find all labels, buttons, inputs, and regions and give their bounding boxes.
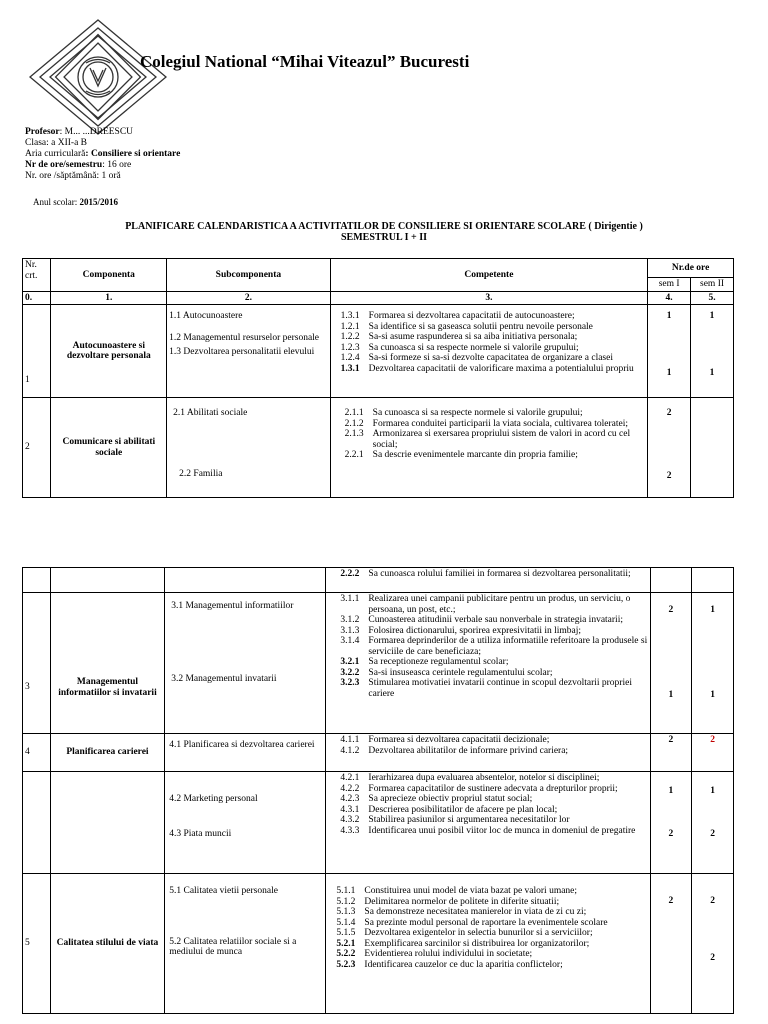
competenta [340, 805, 647, 816]
row-subcomponenta [165, 568, 326, 593]
hours-value: 1 [668, 689, 674, 700]
competenta [340, 657, 647, 668]
comp-text: Exemplificarea sarcinilor si distribuirea lor organizatorilor; [364, 938, 590, 949]
row-subcomponenta [165, 874, 326, 1014]
hours-value: 2 [668, 828, 674, 839]
sub-item: 1.3 Dezvoltarea personalitatii elevului [169, 347, 315, 357]
comp-text: Descrierea posibilitatilor de afacere pe plan local; [368, 804, 558, 815]
hours-value: 1 [666, 367, 672, 378]
comp-text: Sa descrie evenimentele marcante din propria familie; [372, 450, 578, 460]
plan-table-1 [22, 258, 734, 498]
competenta [345, 419, 646, 430]
hours-value: 2 [710, 896, 715, 906]
sem1-hours [648, 398, 691, 498]
comp-text: Sa demonstreze necesitatea manierelor in viata de zi cu zi; [364, 907, 587, 917]
school-logo-icon [28, 18, 168, 136]
comp-text: Formarea deprinderilor de a utiliza informatiile referitoare la produsele si serviciile de care beneficiaza; [368, 636, 648, 657]
comp-text: Sa receptioneze regulamentul scolar; [368, 657, 509, 667]
competenta [336, 939, 647, 950]
row-subcomponenta [165, 593, 326, 734]
hours-value: 1 [710, 689, 715, 700]
competenta [340, 826, 647, 837]
competenta [345, 429, 646, 450]
comp-code: 2.2.2 [340, 569, 360, 579]
comp-text: Identificarea cauzelor ce duc la aparitia conflictelor; [364, 959, 563, 970]
row-competente [326, 772, 650, 874]
sub-item: 4.1 Planificarea si dezvoltarea carierei [169, 740, 315, 750]
competenta [341, 343, 646, 354]
sem2-hours [691, 398, 734, 498]
class-value: : a XII-a B [46, 138, 87, 148]
hours-sem-value: : 16 ore [102, 160, 132, 170]
comp-code: 2.1.2 [344, 418, 364, 429]
hours-value: 1 [709, 367, 715, 378]
row-componenta: Comunicare si abilitati sociale [51, 398, 167, 498]
competenta [340, 773, 647, 784]
sub-item: 2.1 Abilitati sociale [173, 408, 248, 418]
comp-code: 1.2.3 [340, 342, 360, 353]
comp-code: 3.1.4 [340, 636, 360, 646]
row-competente [326, 874, 650, 1014]
comp-text: Sa-si asume raspunderea si sa aiba initiativa personala; [368, 332, 578, 342]
competenta [340, 636, 647, 657]
row-competente [330, 305, 648, 398]
comp-code: 4.2.3 [340, 794, 360, 804]
comp-text: Stabilirea pasiunilor si argumentarea necesitatilor lor [368, 815, 570, 825]
sem2-hours [692, 568, 734, 593]
header-meta [25, 127, 180, 182]
professor-label: Profesor [25, 127, 60, 137]
competenta [341, 322, 646, 333]
comp-code: 4.3.3 [340, 825, 360, 836]
comp-code: 3.2.3 [340, 678, 360, 688]
table-row [23, 734, 734, 772]
comp-code: 1.3.1 [340, 363, 360, 374]
comp-code: 4.2.1 [340, 773, 360, 783]
row-componenta: Autocunoastere si dezvoltare personala [51, 305, 167, 398]
sub-item: 1.1 Autocunoastere [169, 311, 243, 321]
comp-text: Dezvoltarea exigentelor in selectia bunurilor si a serviciilor; [364, 928, 593, 938]
row-nr [23, 568, 51, 593]
competenta [340, 678, 647, 699]
comp-code: 1.3.1 [340, 311, 360, 321]
hours-value: 1 [709, 311, 715, 321]
competenta [340, 615, 647, 626]
comp-text: Armonizarea si exersarea propriului sistem de valori in acord cu cel social; [372, 429, 631, 450]
competenta [341, 311, 646, 322]
comp-text: Cunoasterea atitudinii verbale sau nonverbale in strategia invatarii; [368, 615, 623, 625]
row-competente [326, 568, 650, 593]
comp-code: 1.2.4 [340, 353, 360, 363]
hours-value: 2 [666, 408, 672, 418]
sem2-hours [692, 772, 734, 874]
row-nr [23, 772, 51, 874]
comp-text: Formarea capacitatilor de sustinere adecvata a drepturilor proprii; [368, 783, 618, 794]
competenta [336, 918, 647, 929]
sub-item: 2.2 Familia [179, 468, 223, 479]
comp-text: Dezvoltarea capacitatii de valorificare maxima a potentialului propriu [368, 363, 634, 374]
comp-code: 5.1.4 [336, 917, 356, 928]
col-num-3: 3. [330, 291, 648, 305]
row-componenta [50, 568, 165, 593]
class-label: Clasa [25, 138, 47, 148]
sem1-hours: 2 [650, 734, 692, 772]
th-sem2: sem II [691, 278, 734, 292]
comp-text: Identificarea unui posibil viitor loc de munca in domeniul de pregatire [368, 825, 636, 836]
row-nr: 5 [23, 874, 51, 1014]
row-nr: 3 [23, 593, 51, 734]
competenta [341, 353, 646, 364]
hours-week-label: Nr. ore /săptămână [25, 171, 97, 181]
sem2-hours [692, 593, 734, 734]
competenta [336, 886, 647, 897]
col-num-4: 4. [648, 291, 691, 305]
row-nr: 4 [23, 734, 51, 772]
competenta [336, 907, 647, 918]
school-year [33, 197, 118, 207]
sub-item: 3.2 Managementul invatarii [171, 673, 277, 684]
comp-text: Formarea si dezvoltarea capacitatii decizionale; [368, 735, 550, 745]
comp-code: 3.1.2 [340, 615, 360, 625]
table-row [23, 398, 734, 498]
comp-text: Sa cunoasca si sa respecte normele si valorile grupului; [368, 342, 579, 353]
year-label: Anul scolar: [33, 197, 80, 207]
comp-code: 2.1.3 [344, 429, 364, 439]
competenta [340, 626, 647, 637]
comp-code: 3.1.3 [340, 625, 360, 636]
competenta [340, 794, 647, 805]
row-subcomponenta [165, 734, 326, 772]
comp-code: 2.1.1 [344, 408, 364, 418]
comp-text: Evidentierea rolului individului in societate; [364, 949, 533, 959]
comp-code: 3.1.1 [340, 594, 360, 604]
comp-text: Stimularea motivatiei invatarii continue in scopul dezvoltarii propriei cariere [368, 678, 632, 699]
row-competente [326, 593, 650, 734]
hours-value: 2 [668, 896, 674, 906]
comp-text: Realizarea unei campanii publicitare pentru un produs, un serviciu, o persoana, un post, etc.; [368, 594, 631, 615]
sub-item: 4.3 Piata muncii [169, 828, 232, 839]
title-line2: SEMESTRUL I + II [340, 232, 427, 243]
school-name: Colegiul National “Mihai Viteazul” Bucuresti [140, 52, 470, 71]
th-subcomponenta: Subcomponenta [167, 259, 330, 292]
row-competente [326, 734, 650, 772]
comp-text: Sa aprecieze obiectiv propriul statut social; [368, 794, 533, 804]
area-value: : Consiliere si orientare [85, 149, 181, 159]
sem2-hours [691, 305, 734, 398]
comp-code: 5.1.2 [336, 896, 356, 907]
sem2-hours: 2 [692, 734, 734, 772]
th-competente: Competente [330, 259, 648, 292]
hours-sem-label: Nr de ore/semestru [25, 160, 103, 170]
comp-text: Dezvoltarea abilitatilor de informare privind cariera; [368, 745, 569, 756]
table-row [23, 305, 734, 398]
row-componenta: Managementul informatiilor si invatarii [50, 593, 165, 734]
hours-value: 1 [710, 605, 715, 615]
comp-text: Constituirea unui model de viata bazat pe valori umane; [364, 886, 578, 896]
col-num-0: 0. [23, 291, 51, 305]
competenta [336, 928, 647, 939]
comp-text: Ierarhizarea dupa evaluarea absentelor, notelor si disciplinei; [368, 773, 600, 783]
comp-code: 1.2.1 [340, 321, 360, 332]
th-sem1: sem I [648, 278, 691, 292]
competenta [340, 594, 647, 615]
comp-text: Sa prezinte modul personal de raportare la evenimentele scolare [364, 917, 608, 928]
sem1-hours [650, 874, 692, 1014]
year-value: 2015/2016 [79, 197, 119, 207]
hours-value: 2 [710, 952, 715, 963]
page-title [0, 221, 768, 243]
sem1-hours [648, 305, 691, 398]
row-nr: 2 [23, 398, 51, 498]
row-subcomponenta [167, 398, 330, 498]
comp-code: 5.2.2 [336, 949, 356, 959]
comp-text: Sa-si formeze si sa-si dezvolte capacitatea de organizare a clasei [368, 353, 613, 363]
competenta [340, 668, 647, 679]
comp-text: Sa cunoasca si sa respecte normele si valorile grupului; [372, 408, 583, 418]
comp-text: Formarea si dezvoltarea capacitatii de autocunoastere; [368, 311, 575, 321]
col-num-2: 2. [167, 291, 330, 305]
competenta [340, 784, 647, 795]
sub-item: 3.1 Managementul informatiilor [171, 601, 294, 611]
row-competente [330, 398, 648, 498]
comp-code: 5.1.1 [336, 886, 356, 896]
comp-code: 1.2.2 [340, 332, 360, 342]
sub-item: 5.1 Calitatea vietii personale [169, 886, 278, 896]
competenta [340, 815, 647, 826]
sem1-hours [650, 593, 692, 734]
row-subcomponenta [167, 305, 330, 398]
table-row [23, 593, 734, 734]
row-componenta: Planificarea carierei [50, 734, 165, 772]
hours-value: 2 [710, 828, 715, 839]
competenta [341, 332, 646, 343]
comp-text: Formarea conduitei participarii la viata sociala, cultivarea toleratei; [372, 418, 628, 429]
competenta [336, 960, 647, 971]
competenta [340, 735, 647, 746]
sub-item: 4.2 Marketing personal [169, 794, 258, 804]
competenta [340, 746, 647, 757]
comp-code: 4.3.1 [340, 804, 360, 815]
competenta [345, 408, 646, 419]
comp-code: 4.1.2 [340, 745, 360, 756]
area-label: Aria curriculară [25, 149, 86, 159]
row-componenta: Calitatea stilului de viata [50, 874, 165, 1014]
comp-text: Sa cunoasca rolului familiei in formarea si dezvoltarea personalitatii; [368, 569, 631, 579]
table-row [23, 568, 734, 593]
competenta [341, 364, 646, 375]
hours-value: 1 [666, 311, 672, 321]
row-nr: 1 [23, 305, 51, 398]
competenta [336, 949, 647, 960]
row-componenta [50, 772, 165, 874]
sem1-hours [650, 568, 692, 593]
comp-code: 4.2.2 [340, 783, 360, 794]
comp-code: 3.2.1 [340, 657, 360, 667]
title-line1: PLANIFICARE CALENDARISTICA A ACTIVITATILOR DE CONSILIERE SI ORIENTARE SCOLARE ( Dirigentie ) [125, 221, 643, 232]
comp-text: Folosirea dictionarului, sporirea expresivitatii in limbaj; [368, 625, 582, 636]
th-componenta: Componenta [51, 259, 167, 292]
comp-code: 4.3.2 [340, 815, 360, 825]
competenta [345, 450, 646, 461]
col-num-5: 5. [691, 291, 734, 305]
comp-code: 5.2.3 [336, 959, 356, 970]
comp-text: Sa identifice si sa gaseasca solutii pentru nevoile personale [368, 321, 593, 332]
row-subcomponenta [165, 772, 326, 874]
hours-week-value: : 1 oră [96, 171, 121, 181]
hours-value: 2 [668, 605, 674, 615]
sub-item: 5.2 Calitatea relatiilor sociale si a mediului de munca [169, 936, 297, 957]
comp-code: 5.1.3 [336, 907, 356, 917]
competenta [340, 569, 647, 580]
hours-value: 2 [666, 470, 672, 481]
comp-text: Delimitarea normelor de politete in diferite situatii; [364, 896, 560, 907]
sem1-hours [650, 772, 692, 874]
comp-code: 3.2.2 [340, 667, 360, 678]
table-row [23, 874, 734, 1014]
comp-code: 5.1.5 [336, 928, 356, 938]
comp-text: Sa-si insuseasca cerintele regulamentului scolar; [368, 667, 553, 678]
competenta [336, 897, 647, 908]
hours-value: 1 [710, 786, 715, 796]
th-nr-ore: Nr.de ore [648, 259, 734, 278]
sub-item: 1.2 Managementul resurselor personale [169, 332, 320, 343]
professor-value: : M... ...DREESCU [59, 127, 134, 137]
col-num-1: 1. [51, 291, 167, 305]
comp-code: 4.1.1 [340, 735, 360, 745]
comp-code: 5.2.1 [336, 938, 356, 949]
th-nr: Nr. crt. [23, 259, 51, 292]
table-row [23, 772, 734, 874]
hours-value: 1 [668, 786, 674, 796]
plan-table-2 [22, 567, 734, 1014]
sem2-hours [692, 874, 734, 1014]
comp-code: 2.2.1 [344, 450, 364, 460]
